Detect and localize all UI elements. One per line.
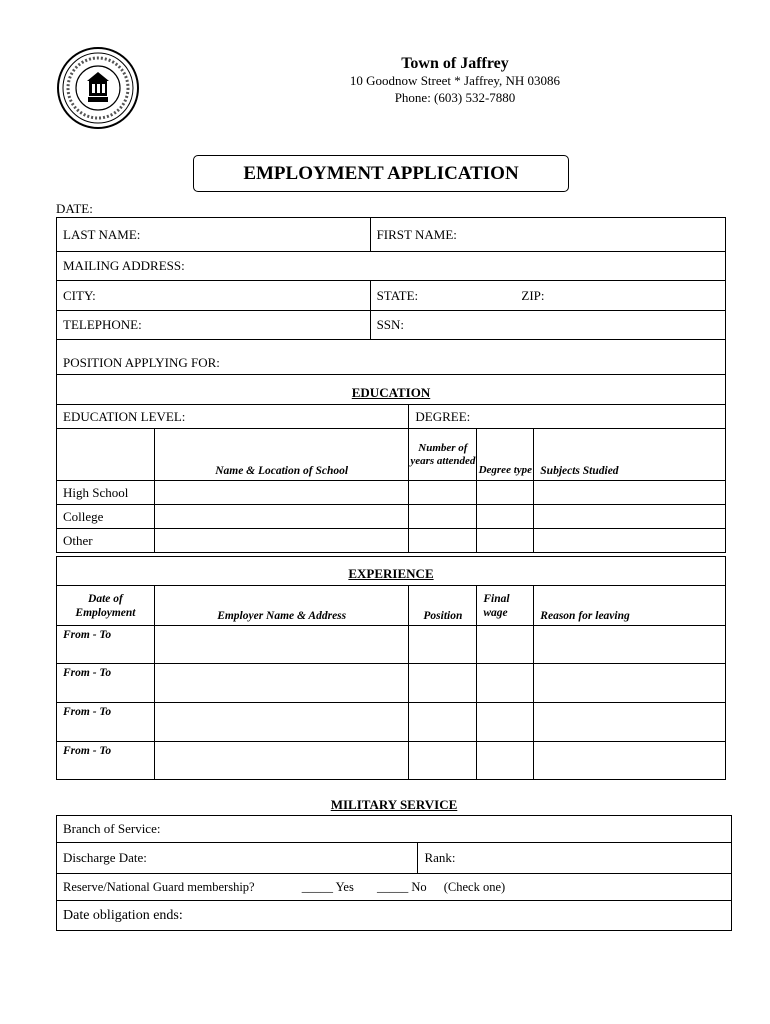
- military-table: [56, 815, 732, 931]
- education-header-blank: [57, 429, 155, 481]
- col-reason-header: Reason for leaving: [534, 586, 726, 626]
- personal-info-table: [56, 217, 726, 375]
- col-school-header: Name & Location of School: [154, 429, 409, 481]
- table-row: [57, 742, 726, 780]
- town-name: Town of Jaffrey: [401, 55, 509, 72]
- table-row: [57, 505, 726, 529]
- col-subjects-header: Subjects Studied: [534, 429, 726, 481]
- town-phone: Phone: (603) 532-7880: [394, 90, 516, 105]
- town-seal-logo: [56, 46, 140, 130]
- reason-cell[interactable]: [534, 626, 726, 664]
- state-field[interactable]: STATE:: [376, 287, 419, 303]
- date-field-label[interactable]: DATE:: [56, 201, 93, 216]
- city-field[interactable]: CITY:: [57, 281, 371, 311]
- zip-field[interactable]: ZIP:: [521, 287, 545, 303]
- town-address: 10 Goodnow Street * Jaffrey, NH 03086: [349, 73, 561, 88]
- education-table: [56, 374, 726, 553]
- row-label-other: Other: [57, 529, 155, 553]
- col-years-header: Number of years attended: [409, 429, 477, 481]
- reserve-question: Reserve/National Guard membership?: [63, 879, 255, 894]
- subjects-cell[interactable]: [534, 505, 726, 529]
- reserve-yes-option[interactable]: _____ Yes: [301, 879, 354, 894]
- table-row: [57, 703, 726, 742]
- wage-cell[interactable]: [477, 626, 534, 664]
- employer-cell[interactable]: [154, 703, 409, 742]
- school-name-cell[interactable]: [154, 481, 409, 505]
- employer-cell[interactable]: [154, 664, 409, 703]
- education-level-field[interactable]: EDUCATION LEVEL:: [57, 405, 409, 429]
- table-row: [57, 481, 726, 505]
- military-section-title: MILITARY SERVICE: [330, 797, 458, 812]
- from-to-label: From - To: [57, 626, 155, 664]
- years-cell[interactable]: [409, 505, 477, 529]
- state-zip-cell: [370, 281, 725, 311]
- experience-table: [56, 556, 726, 780]
- position-cell[interactable]: [409, 742, 477, 780]
- wage-cell[interactable]: [477, 703, 534, 742]
- wage-cell[interactable]: [477, 742, 534, 780]
- position-cell[interactable]: [409, 626, 477, 664]
- wage-cell[interactable]: [477, 664, 534, 703]
- degree-field[interactable]: DEGREE:: [409, 405, 726, 429]
- reserve-no-option[interactable]: _____ No: [376, 879, 427, 894]
- mailing-address-field[interactable]: MAILING ADDRESS:: [57, 252, 726, 281]
- rank-field[interactable]: Rank:: [418, 843, 732, 874]
- table-row: [57, 626, 726, 664]
- experience-section-title: EXPERIENCE: [57, 557, 726, 586]
- form-title: EMPLOYMENT APPLICATION: [193, 155, 569, 192]
- education-section-title: EDUCATION: [57, 375, 726, 405]
- first-name-field[interactable]: FIRST NAME:: [370, 218, 725, 252]
- col-date-header: Date of Employment: [57, 586, 155, 626]
- position-cell[interactable]: [409, 703, 477, 742]
- years-cell[interactable]: [409, 529, 477, 553]
- row-label-high-school: High School: [57, 481, 155, 505]
- degree-type-cell[interactable]: [477, 505, 534, 529]
- from-to-label: From - To: [57, 742, 155, 780]
- table-row: [57, 529, 726, 553]
- from-to-label: From - To: [57, 664, 155, 703]
- years-cell[interactable]: [409, 481, 477, 505]
- reason-cell[interactable]: [534, 664, 726, 703]
- degree-type-cell[interactable]: [477, 529, 534, 553]
- branch-of-service-field[interactable]: Branch of Service:: [57, 816, 732, 843]
- col-wage-header: Final wage: [477, 586, 534, 626]
- position-cell[interactable]: [409, 664, 477, 703]
- from-to-label: From - To: [57, 703, 155, 742]
- employer-cell[interactable]: [154, 626, 409, 664]
- school-name-cell[interactable]: [154, 529, 409, 553]
- letterhead: [300, 55, 610, 106]
- col-degree-type-header: Degree type: [477, 429, 534, 481]
- telephone-field[interactable]: TELEPHONE:: [57, 311, 371, 340]
- col-position-header: Position: [409, 586, 477, 626]
- employer-cell[interactable]: [154, 742, 409, 780]
- discharge-date-field[interactable]: Discharge Date:: [57, 843, 418, 874]
- reserve-membership-row: [57, 874, 732, 901]
- subjects-cell[interactable]: [534, 529, 726, 553]
- last-name-field[interactable]: LAST NAME:: [57, 218, 371, 252]
- degree-type-cell[interactable]: [477, 481, 534, 505]
- obligation-end-field[interactable]: Date obligation ends:: [57, 901, 732, 931]
- reason-cell[interactable]: [534, 742, 726, 780]
- col-employer-header: Employer Name & Address: [154, 586, 409, 626]
- row-label-college: College: [57, 505, 155, 529]
- ssn-field[interactable]: SSN:: [370, 311, 725, 340]
- reason-cell[interactable]: [534, 703, 726, 742]
- subjects-cell[interactable]: [534, 481, 726, 505]
- check-one-note: (Check one): [443, 879, 506, 894]
- position-field[interactable]: POSITION APPLYING FOR:: [57, 340, 726, 375]
- table-row: [57, 664, 726, 703]
- school-name-cell[interactable]: [154, 505, 409, 529]
